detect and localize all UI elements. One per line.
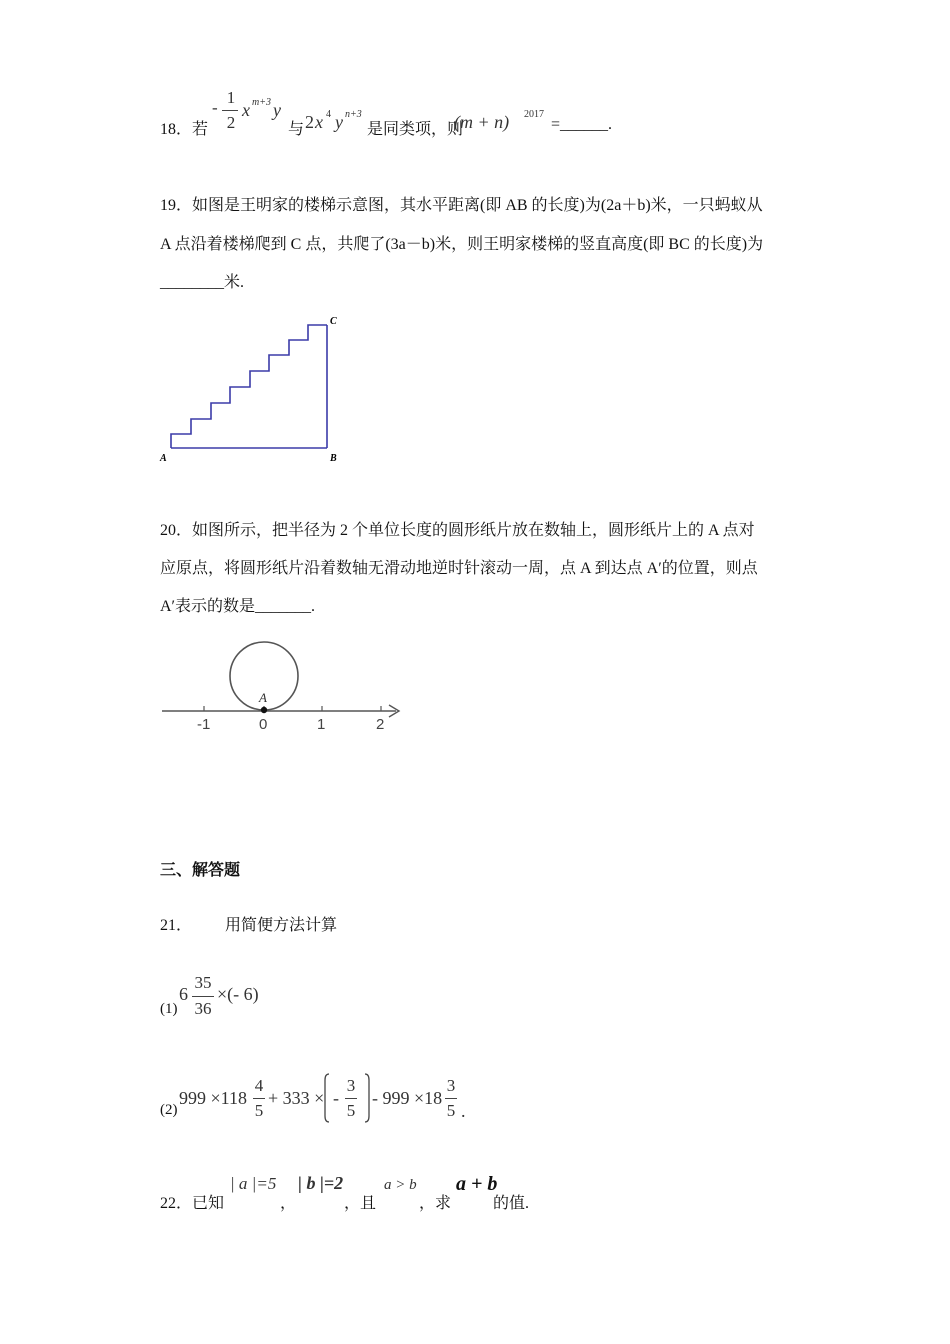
expression-m-plus-n: (m + n) xyxy=(454,112,510,132)
term2-coefficient: 2 xyxy=(305,112,314,132)
part-2-frac3-denominator: 5 xyxy=(446,1101,456,1120)
label-b: B xyxy=(330,453,337,464)
part-2-negative: - xyxy=(333,1088,339,1108)
question-21-title: 用简便方法计算 xyxy=(225,917,338,934)
staircase-steps xyxy=(171,325,327,448)
label-c: C xyxy=(330,316,337,327)
number-line-figure xyxy=(158,636,408,736)
question-19-line-1: 19．如图是王明家的楼梯示意图，其水平距离(即 AB 的长度)为(2a＋b)米，一只蚂蚁从 xyxy=(160,197,763,214)
term1-fraction-bar xyxy=(222,110,238,111)
question-20-line-2: 应原点，将圆形纸片沿着数轴无滑动地逆时针滚动一周，点 A 到达点 A′的位置，则点 xyxy=(160,560,758,577)
answer-blank: =______. xyxy=(551,116,613,133)
staircase-figure xyxy=(155,310,355,470)
question-20-line-3: A′表示的数是_______. xyxy=(160,598,316,615)
part-2-frac1-numerator: 4 xyxy=(254,1076,264,1095)
term2-x: x xyxy=(315,112,323,132)
term2-x-exponent: 4 xyxy=(326,109,331,120)
tick-label-2: 2 xyxy=(376,716,385,733)
condition-abs-a: | a |=5 xyxy=(230,1174,277,1193)
term1-x: x xyxy=(242,100,250,120)
question-22-tail: 的值. xyxy=(493,1195,530,1212)
part-2-frac2-numerator: 3 xyxy=(346,1076,356,1095)
part-1-whole: 6 xyxy=(179,984,188,1004)
section-heading: 三、解答题 xyxy=(160,862,241,879)
part-1-numerator: 35 xyxy=(194,973,212,992)
right-paren-bracket xyxy=(365,1074,369,1122)
part-1-denominator: 36 xyxy=(194,999,212,1018)
condition-abs-b-text: | b |=2 xyxy=(298,1173,344,1193)
target-expression: a + b xyxy=(456,1173,498,1195)
condition-abs-b xyxy=(298,1173,343,1194)
expression-exponent: 2017 xyxy=(524,109,544,120)
separator-2: ，且 xyxy=(344,1195,377,1212)
part-2-term-a: 999 ×118 xyxy=(179,1088,247,1108)
question-22-number: 22．已知 xyxy=(160,1195,225,1212)
question-18-mid-text: 是同类项，则 xyxy=(367,121,464,138)
part-1-label: (1) xyxy=(160,1001,178,1017)
tick-label-0: 0 xyxy=(259,716,268,733)
part-2-frac3-numerator: 3 xyxy=(446,1076,456,1095)
term1-x-exponent: m+3 xyxy=(252,97,271,108)
point-a-label: A xyxy=(259,690,267,705)
question-20-line-1: 20．如图所示，把半径为 2 个单位长度的圆形纸片放在数轴上，圆形纸片上的 A 点对 xyxy=(160,522,755,539)
term2-y-exponent: n+3 xyxy=(345,109,362,120)
question-19-line-2: A 点沿着楼梯爬到 C 点，共爬了(3a－b)米，则王明家楼梯的竖直高度(即 BC 的长度)为 xyxy=(160,236,764,253)
condition-a-greater-b: a > b xyxy=(384,1177,417,1193)
left-paren-bracket xyxy=(325,1074,329,1122)
separator-3: ，求 xyxy=(419,1195,452,1212)
term1-denominator: 2 xyxy=(226,113,236,132)
term1-minus: - xyxy=(212,98,218,117)
part-2-label: (2) xyxy=(160,1102,178,1118)
term1-y: y xyxy=(273,100,281,120)
part-1-rest: ×(- 6) xyxy=(217,984,259,1004)
part-2-frac3-bar xyxy=(445,1098,457,1099)
part-2-frac2-denominator: 5 xyxy=(346,1101,356,1120)
question-18-number: 18．若 xyxy=(160,121,209,138)
question-21-number: 21． xyxy=(160,917,193,934)
part-2-term-b: + 333 × xyxy=(268,1088,325,1108)
question-19-line-3: ________米. xyxy=(160,274,245,291)
part-1-fraction-bar xyxy=(192,996,214,997)
part-2-end: . xyxy=(461,1101,466,1121)
part-2-frac1-bar xyxy=(253,1098,265,1099)
tick-label-1: 1 xyxy=(317,716,326,733)
term1-numerator: 1 xyxy=(226,88,236,107)
label-a: A xyxy=(160,453,167,464)
part-2-term-c: - 999 ×18 xyxy=(372,1088,443,1108)
point-a-dot xyxy=(261,707,267,713)
part-2-frac2-bar xyxy=(345,1098,357,1099)
term2-y: y xyxy=(335,112,343,132)
tick-label-minus-1: -1 xyxy=(197,716,211,733)
joiner-text: 与 xyxy=(288,121,305,138)
separator-1: ， xyxy=(280,1195,297,1212)
part-2-frac1-denominator: 5 xyxy=(254,1101,264,1120)
